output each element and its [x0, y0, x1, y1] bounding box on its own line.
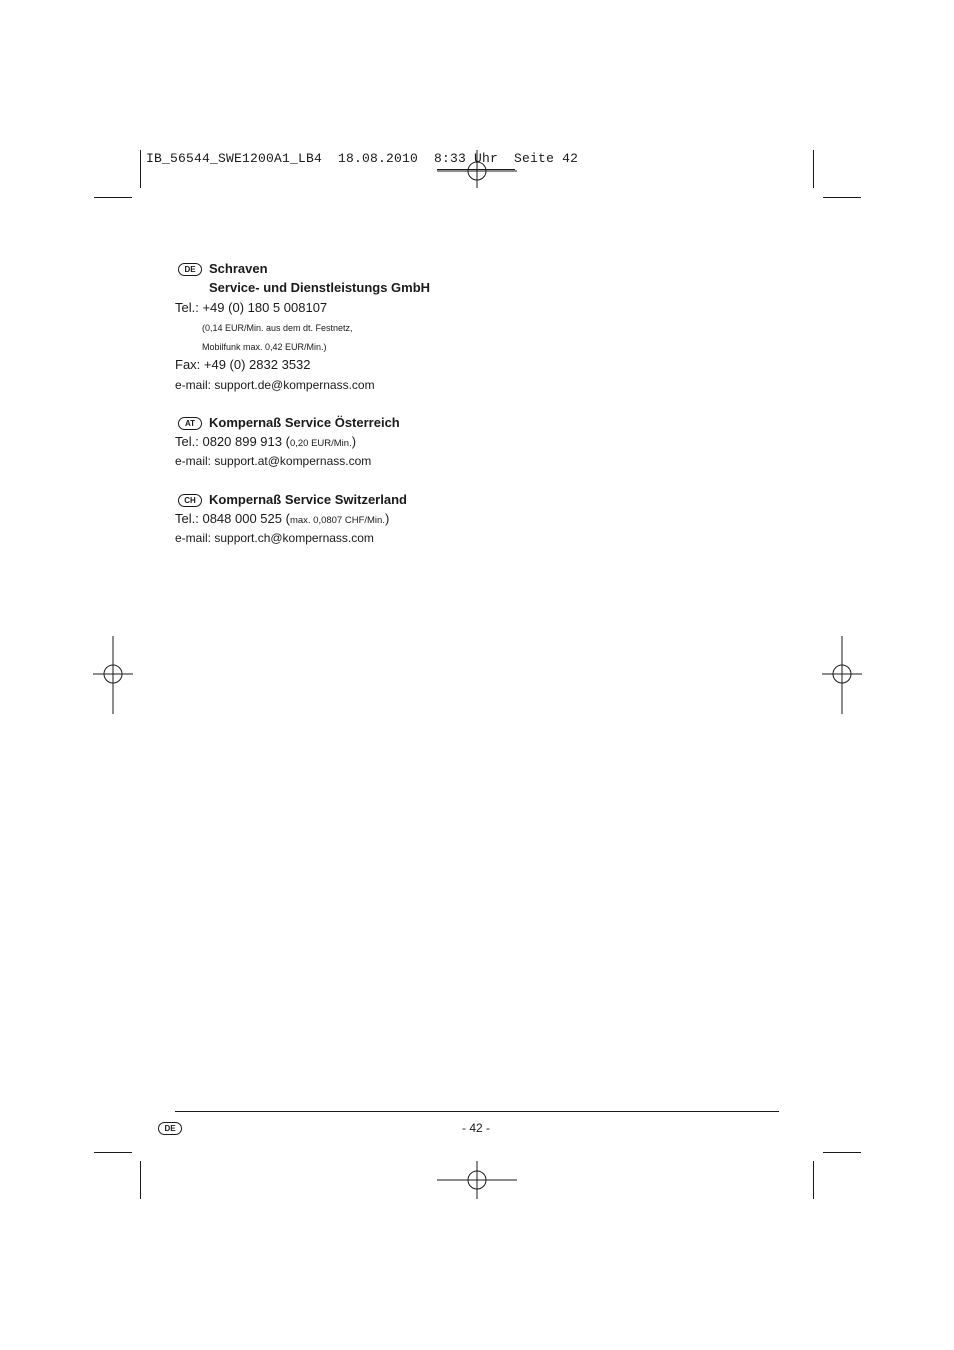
registration-target-right: [822, 636, 862, 714]
tel-label: Tel.:: [175, 511, 203, 526]
tel-number: +49 (0) 180 5 008107: [202, 300, 328, 315]
page-number: - 42 -: [462, 1121, 491, 1135]
print-slug: IB_56544_SWE1200A1_LB4 18.08.2010 8:33 Uhr Seite 42: [146, 151, 579, 166]
registration-target-left: [93, 636, 133, 714]
footer-language-badge: DE: [158, 1122, 182, 1135]
slug-underline: [437, 169, 515, 170]
footer-rule: [175, 1111, 779, 1112]
registration-target-bottom: [437, 1161, 517, 1199]
tel-label: Tel.:: [175, 434, 203, 449]
rate-note: Mobilfunk max. 0,42 EUR/Min.): [202, 342, 327, 352]
tel-close: ): [351, 434, 357, 449]
tel-number: 0848 000 525 (: [202, 511, 290, 526]
section-title: Schraven: [209, 261, 268, 276]
tel-number: 0820 899 913 (: [202, 434, 290, 449]
tel-label: Tel.:: [175, 300, 203, 315]
email-line: e-mail: support.at@kompernass.com: [175, 454, 372, 468]
fax-line: Fax: +49 (0) 2832 3532: [175, 357, 311, 372]
section-title: Kompernaß Service Österreich: [209, 415, 400, 430]
tel-rate: 0,20 EUR/Min.: [289, 438, 352, 449]
tel-close: ): [384, 511, 390, 526]
country-badge-at: AT: [178, 417, 202, 430]
email-line: e-mail: support.ch@kompernass.com: [175, 531, 374, 545]
section-subtitle: Service- und Dienstleistungs GmbH: [209, 280, 431, 295]
email-line: e-mail: support.de@kompernass.com: [175, 378, 375, 392]
section-title: Kompernaß Service Switzerland: [209, 492, 407, 507]
telephone-line: [175, 511, 389, 526]
country-badge-ch: CH: [178, 494, 202, 507]
telephone-line: [175, 434, 356, 449]
rate-note: (0,14 EUR/Min. aus dem dt. Festnetz,: [202, 323, 353, 333]
tel-rate: max. 0,0807 CHF/Min.: [289, 515, 385, 526]
telephone-line: [175, 300, 327, 315]
country-badge-de: DE: [178, 263, 202, 276]
